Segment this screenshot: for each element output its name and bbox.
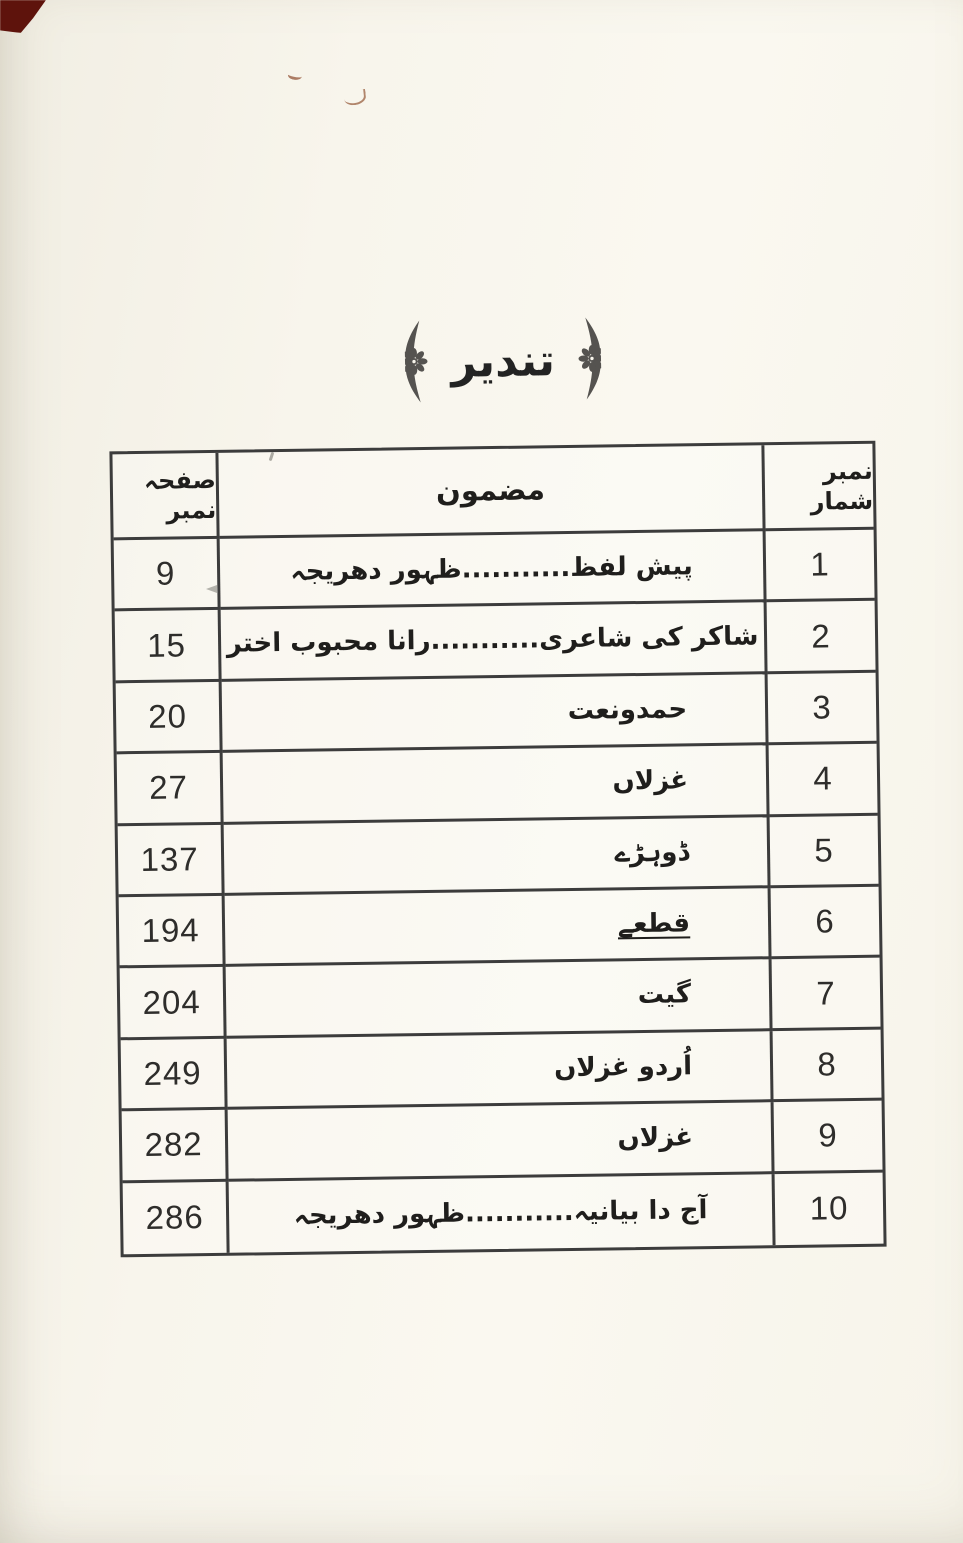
serial-number: 8 [817, 1045, 837, 1083]
page-number-cell [118, 824, 225, 897]
page-number: 137 [140, 839, 199, 878]
toc-entry-text: حمدونعت [567, 694, 688, 726]
page-number: 27 [148, 768, 189, 807]
page-number: 15 [146, 625, 187, 664]
toc-entry-text: قطعے [617, 908, 691, 940]
serial-number-cell [767, 601, 876, 674]
serial-number-cell [771, 887, 880, 960]
page-number: 9 [155, 554, 176, 592]
toc-entry-text: غزلاں [617, 1122, 694, 1154]
toc-entry-cell [224, 817, 771, 896]
toc-entry-cell [227, 1031, 774, 1110]
floral-bracket-icon [560, 315, 601, 402]
page-number-cell [123, 1181, 230, 1254]
toc-entry-text: اُردو غزلاں [553, 1051, 693, 1083]
header-serial-number [764, 444, 873, 531]
page-number-cell [122, 1110, 229, 1183]
serial-number: 2 [811, 616, 831, 655]
serial-number-cell [772, 958, 881, 1031]
toc-entry-cell [225, 888, 772, 967]
header-content [218, 445, 765, 539]
toc-entry-text: شاکر کی شاعری...........رانا محبوب اختر [226, 621, 759, 660]
toc-entry-text: آج دا بیانیہ...........ظہور دھریجہ [293, 1195, 708, 1231]
serial-number-cell [769, 744, 878, 817]
toc-entry-cell [226, 960, 773, 1039]
toc-entry-text: پیش لفظ...........ظہور دھریجہ [290, 551, 694, 587]
serial-number-cell [774, 1101, 883, 1174]
toc-table [109, 441, 886, 1258]
scan-scribble [287, 69, 303, 81]
page-number-cell [121, 1039, 228, 1112]
header-page-number-label: صفحہ نمبر [143, 465, 217, 525]
page-number-cell [117, 753, 224, 826]
serial-number-cell [768, 673, 877, 746]
page-number: 286 [145, 1198, 204, 1237]
serial-number: 1 [810, 545, 830, 583]
toc-entry-text: ڈوہڑے [614, 836, 690, 868]
serial-number-cell [773, 1029, 882, 1102]
serial-number: 9 [818, 1116, 838, 1154]
page-number-cell [114, 539, 221, 612]
page-number-cell [120, 967, 227, 1040]
page-title: تندیر [450, 335, 556, 388]
page-number-cell [115, 610, 222, 683]
serial-number: 10 [809, 1189, 849, 1227]
page-number: 204 [142, 982, 201, 1021]
serial-number-cell [770, 815, 879, 888]
page-number-cell [119, 896, 226, 969]
toc-entry-cell [222, 674, 769, 753]
toc-entry-cell [220, 531, 767, 610]
page-number: 249 [143, 1054, 202, 1092]
serial-number: 7 [816, 973, 836, 1012]
toc-entry-cell [221, 603, 768, 682]
page-number: 194 [141, 911, 200, 950]
toc-entry-text: غزلاں [612, 765, 689, 797]
scan-scribble [343, 89, 366, 106]
page-number: 20 [147, 697, 188, 735]
toc-entry-text: گیت [637, 979, 692, 1011]
toc-entry-cell [228, 1102, 775, 1181]
header-content-label: مضمون [435, 472, 546, 509]
page-title-block [397, 310, 609, 410]
serial-number: 3 [812, 688, 832, 726]
header-serial-number-label: نمبر شمار [810, 456, 874, 516]
header-page-number [112, 453, 219, 540]
floral-bracket-icon [404, 318, 445, 405]
page-number: 282 [144, 1125, 203, 1164]
toc-entry-cell [223, 745, 770, 824]
serial-number: 6 [815, 902, 835, 940]
serial-number: 4 [813, 759, 833, 797]
serial-number-cell [775, 1172, 884, 1245]
page-number-cell [116, 682, 223, 755]
serial-number: 5 [814, 831, 834, 869]
scan-stain-corner [0, 0, 46, 33]
serial-number-cell [766, 530, 875, 603]
toc-entry-cell [229, 1174, 776, 1253]
